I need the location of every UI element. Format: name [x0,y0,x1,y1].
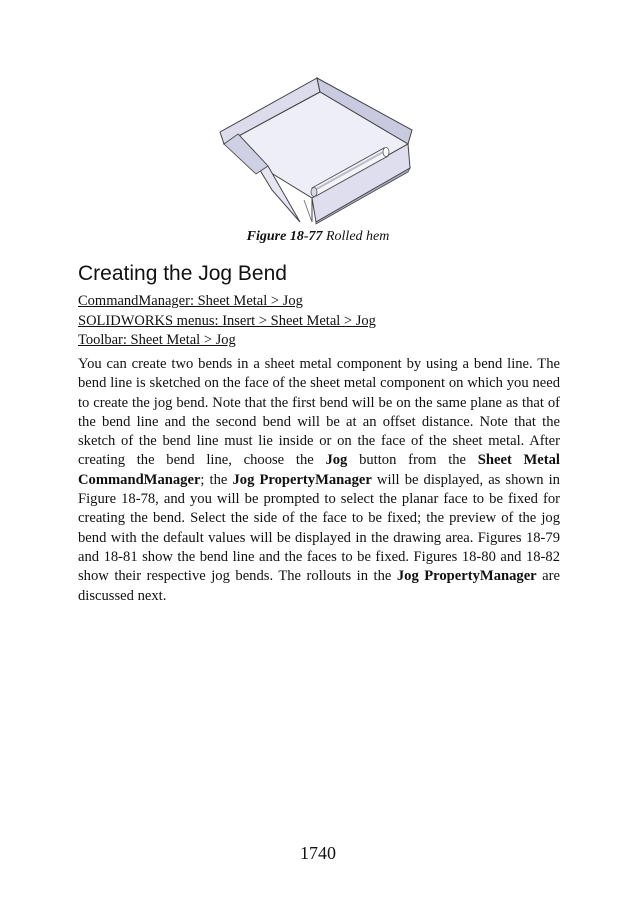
body-text-5: are discussed next. [78,568,560,604]
page-number: 1740 [300,843,336,863]
toolbar-path: Toolbar: Sheet Metal > Jog [78,332,236,348]
rolled-hem-illustration [212,72,422,230]
section-heading: Creating the Jog Bend [78,262,287,285]
jog-propertymanager-ref-2: Jog PropertyManager [396,568,537,585]
body-text-3: ; the [200,471,233,488]
body-text-1: You can create two bends in a sheet metal component by using a bend line. The bend line is sketched on the face of the sheet metal component on which you need to create the jog bend. Note that the first bend will be on the same plane as that of the bend line and the second bend will be at an offset distance. Note that the sketch of the bend line must lie inside or on the face of the sheet metal. After creating the bend line, choose the [78,356,560,469]
commandmanager-path: CommandManager: Sheet Metal > Jog [78,293,303,309]
figure-caption [0,229,636,245]
body-text-2: button from the [347,452,478,469]
menus-path: SOLIDWORKS menus: Insert > Sheet Metal > Jog [78,313,376,329]
figure-title: Rolled hem [325,229,390,244]
rolled-hem-figure [212,72,422,230]
body-paragraph [78,355,560,606]
figure-number: Figure 18-77 [246,229,323,244]
jog-propertymanager-ref: Jog PropertyManager [232,471,372,488]
sheet-metal-commandmanager-ref: Sheet Metal CommandManager [78,452,560,488]
jog-button-ref: Jog [325,452,348,469]
body-text-4: will be displayed, as shown in Figure 18-78, and you will be prompted to select the planar face to be fixed for creating the bend. Select the side of the face to be fixed; the preview of the jog bend with the default values will be displayed in the drawing area. Figures 18-79 and 18-81 show the bend line and the faces to be fixed. Figures 18-80 and 18-82 show their respective jog bends. The rollouts in the [78,471,560,585]
